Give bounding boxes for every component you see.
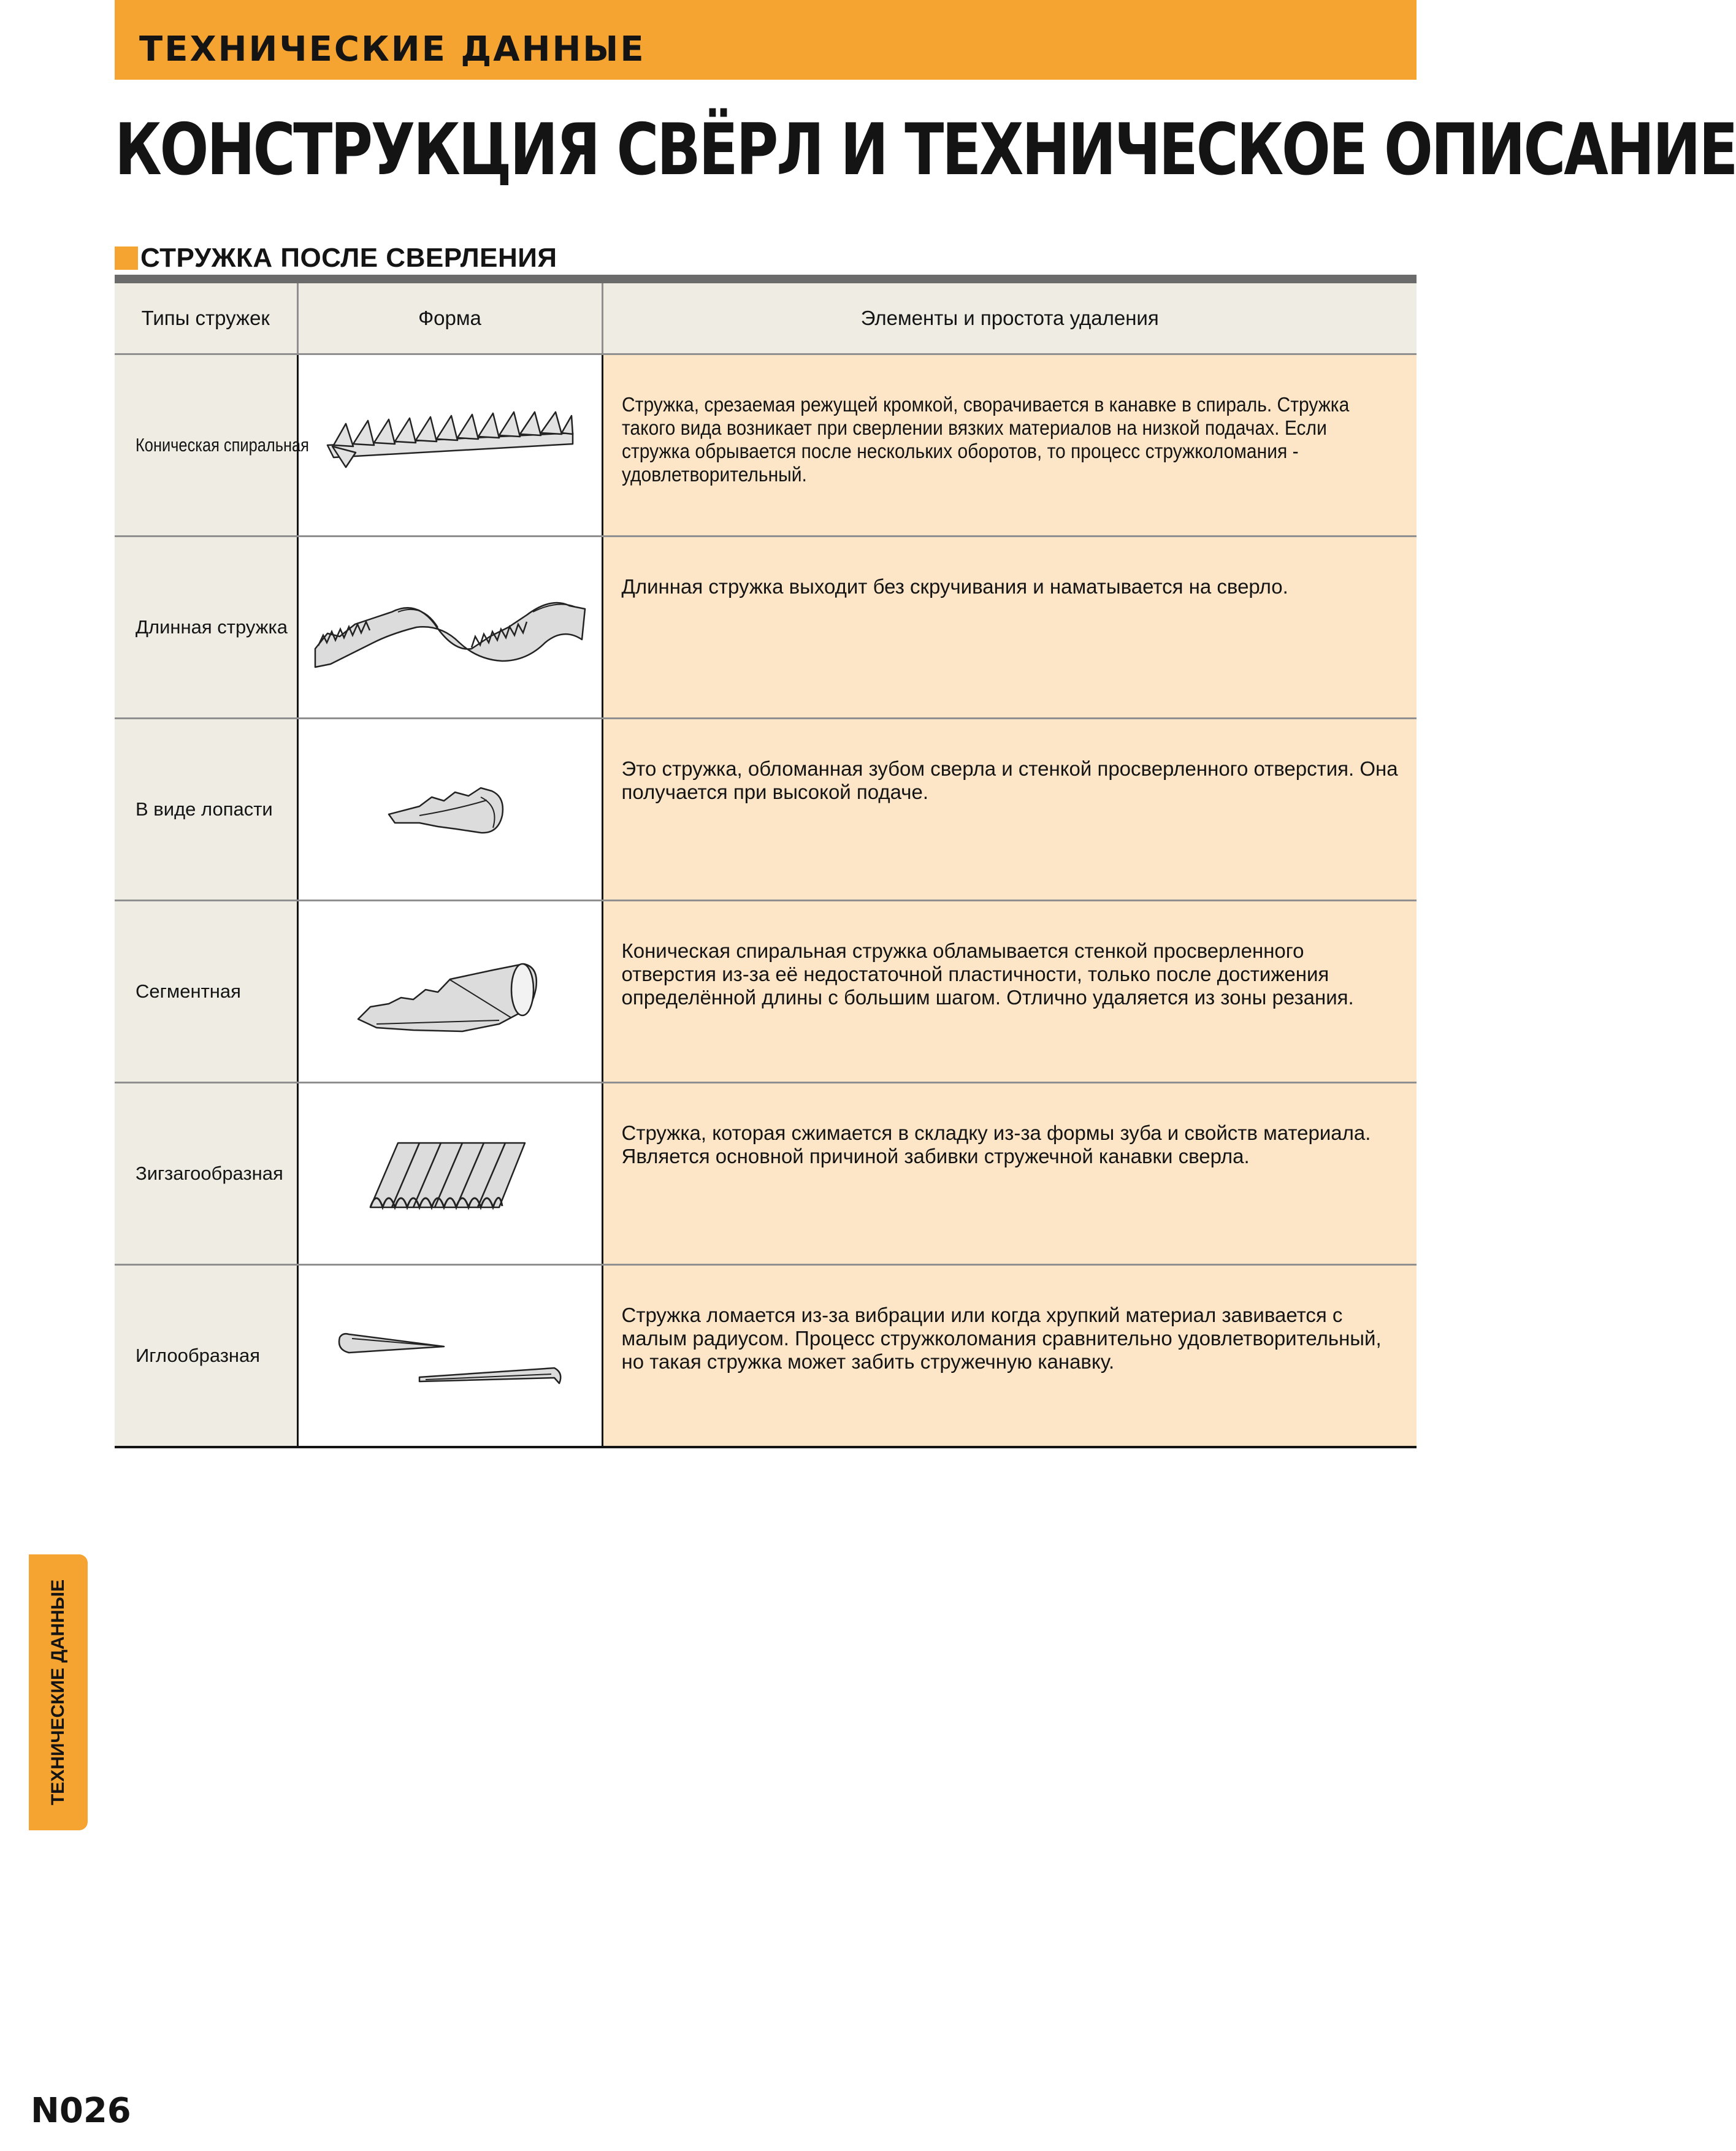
chip-description-cell (602, 537, 1417, 719)
page-number: N026 (31, 2091, 131, 2131)
chip-type-label: Коническая спиральная (136, 434, 309, 456)
page-title: КОНСТРУКЦИЯ СВЁРЛ И ТЕХНИЧЕСКОЕ ОПИСАНИЕ (115, 109, 1736, 191)
chip-description: Стружка ломается из-за вибрации или когда хрупкий материал завивается с малым радиусом. Процесс стружколомания сравнительно удовлетворительный, но такая стружка может забить стружечную канавку. (621, 1304, 1382, 1373)
chip-description: Коническая спиральная стружка обламывается стенкой просверленного отверстия из-за её недостаточной пластичности, только после достижения определённой длины с большим шагом. Отлично удаляется из зоны резания. (621, 939, 1354, 1009)
chip-type-cell (115, 537, 297, 719)
chip-description-cell (602, 719, 1417, 901)
section-heading (115, 243, 557, 273)
chip-type-cell (115, 354, 309, 537)
chip-shape-cell (297, 719, 602, 901)
table-row (115, 537, 1417, 719)
table-header-row (115, 283, 1417, 354)
side-tab-label: ТЕХНИЧЕСКИЕ ДАННЫЕ (48, 1579, 68, 1806)
chip-description-cell (602, 901, 1417, 1083)
chip-type-label: Иглообразная (136, 1345, 261, 1366)
table-row (115, 719, 1417, 901)
section-rule (115, 275, 1417, 283)
column-header-type: Типы стружек (115, 283, 297, 354)
chip-type-label: В виде лопасти (136, 798, 273, 820)
chip-type-label: Зигзагообразная (136, 1163, 283, 1184)
header-bar (115, 0, 1417, 80)
chip-shape-cell (297, 1265, 602, 1448)
chip-description-cell (602, 354, 1417, 537)
chip-types-table (115, 283, 1417, 1448)
segment-chip-icon (352, 946, 548, 1037)
column-header-description: Элементы и простота удаления (602, 283, 1417, 354)
chip-type-cell (115, 901, 297, 1083)
table-row (115, 1265, 1417, 1448)
chip-description: Стружка, срезаемая режущей кромкой, сворачивается в канавке в спираль. Стружка такого вида возникает при сверлении вязких материалов на низкой подачах. Если стружка обрывается после нескольких оборотов, то процесс стружколомания - удовлетворительный. (621, 393, 1349, 486)
chip-type-label: Длинная стружка (136, 616, 288, 638)
zigzag-chip-icon (364, 1128, 536, 1220)
chip-type-cell (115, 1265, 297, 1448)
blade-chip-icon (383, 773, 518, 846)
long-chip-icon (306, 575, 594, 679)
column-header-shape: Форма (297, 283, 602, 354)
chip-description-cell (602, 1265, 1417, 1448)
side-section-tab (29, 1554, 88, 1830)
chip-shape-cell (297, 354, 602, 537)
chip-shape-cell (297, 1083, 602, 1265)
needle-chip-icon (334, 1319, 567, 1393)
table-row (115, 1083, 1417, 1265)
section-marker-icon (115, 246, 138, 270)
table-row (115, 354, 1417, 537)
chip-description: Стружка, которая сжимается в складку из-за формы зуба и свойств материала. Является основной причиной забивки стружечной канавки сверла. (621, 1121, 1371, 1167)
chip-description-cell (602, 1083, 1417, 1265)
header-section-label: ТЕХНИЧЕСКИЕ ДАННЫЕ (139, 29, 646, 69)
chip-type-cell (115, 719, 297, 901)
chip-type-label: Сегментная (136, 980, 241, 1002)
section-title: СТРУЖКА ПОСЛЕ СВЕРЛЕНИЯ (140, 243, 557, 273)
chip-type-cell (115, 1083, 297, 1265)
chip-description: Длинная стружка выходит без скручивания и наматывается на сверло. (621, 575, 1288, 598)
chip-shape-cell (297, 537, 602, 719)
chip-description: Это стружка, обломанная зубом сверла и стенкой просверленного отверстия. Она получается при высокой подаче. (621, 757, 1398, 803)
chip-shape-cell (297, 901, 602, 1083)
conical-spiral-chip-icon (315, 408, 585, 482)
table-row (115, 901, 1417, 1083)
